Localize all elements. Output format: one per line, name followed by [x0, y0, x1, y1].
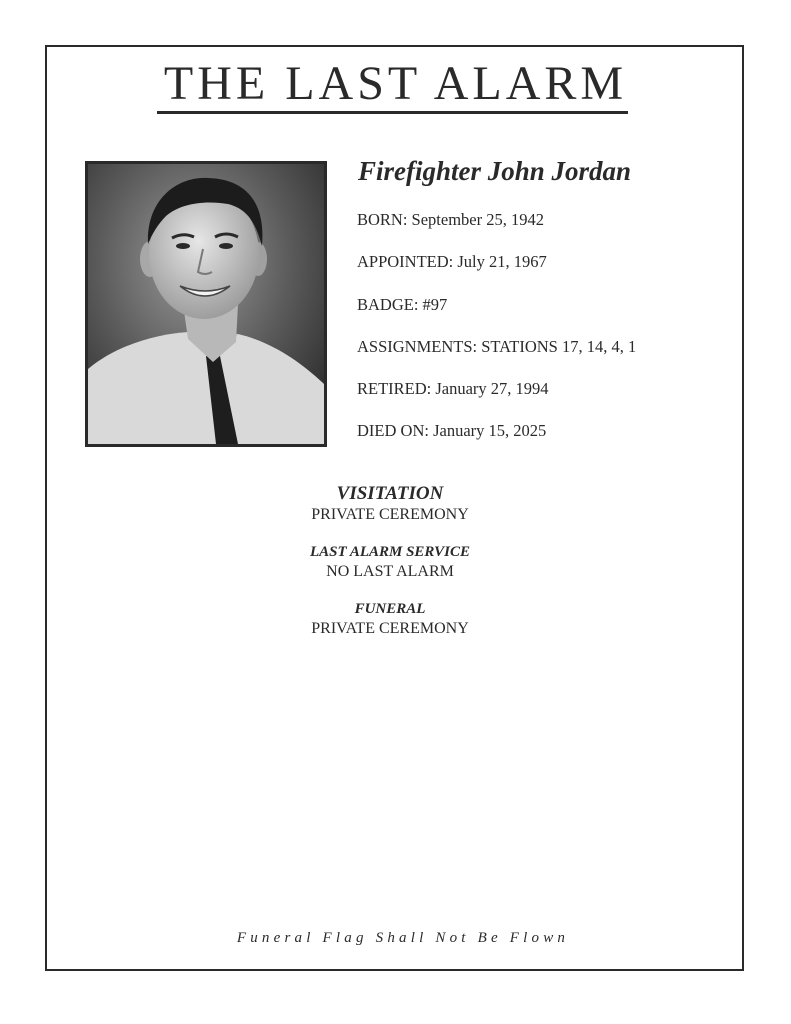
last-alarm-service-heading: LAST ALARM SERVICE	[309, 544, 471, 560]
funeral-flag-note: Funeral Flag Shall Not Be Flown	[236, 930, 570, 946]
funeral-block	[0, 600, 780, 638]
visitation-heading: VISITATION	[336, 483, 444, 504]
funeral-value: PRIVATE CEREMONY	[311, 620, 469, 637]
badge-number: BADGE: #97	[357, 294, 448, 314]
last-alarm-service-value: NO LAST ALARM	[326, 563, 454, 580]
died-on-date: DIED ON: January 15, 2025	[357, 421, 547, 441]
appointed-date: APPOINTED: July 21, 1967	[357, 252, 547, 272]
last-alarm-service-block	[0, 543, 780, 581]
page-title-text: THE LAST ALARM	[163, 57, 628, 110]
born-date: BORN: September 25, 1942	[357, 210, 544, 229]
funeral-heading: FUNERAL	[354, 601, 426, 617]
firefighter-name: Firefighter John Jordan	[358, 156, 632, 186]
firefighter-portrait-photo	[85, 161, 327, 447]
visitation-value: PRIVATE CEREMONY	[311, 506, 469, 523]
visitation-block	[0, 483, 780, 524]
retired-date: RETIRED: January 27, 1994	[357, 379, 549, 399]
portrait-illustration	[88, 164, 324, 444]
firefighter-facts-list	[357, 210, 636, 464]
assignments: ASSIGNMENTS: STATIONS 17, 14, 4, 1	[357, 336, 637, 356]
services-section	[0, 483, 780, 657]
title-underline	[157, 111, 628, 114]
page-title	[0, 57, 791, 110]
